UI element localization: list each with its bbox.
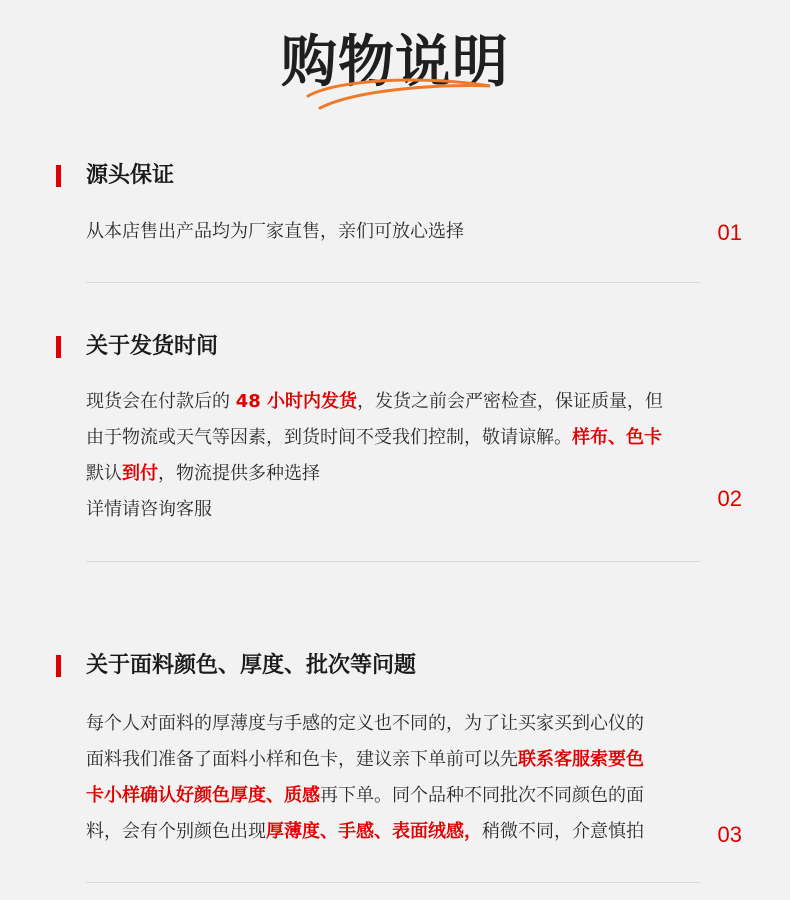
body-line: [86, 214, 706, 250]
section-divider: [86, 882, 700, 883]
section-heading: 关于发货时间: [86, 334, 219, 359]
body-text: 每个人对面料的厚薄度与手感的定义也不同的，为了让买家买到心仪的: [86, 713, 644, 734]
section-number: 01: [717, 220, 742, 245]
body-line: [86, 742, 706, 778]
body-text: 面料我们准备了面料小样和色卡，建议亲下单前可以先: [86, 749, 518, 770]
body-text: 料，会有个别颜色出现: [86, 821, 266, 842]
highlight-text: 48 小时内发货: [235, 391, 358, 412]
body-line: [86, 706, 706, 742]
section-heading: 源头保证: [86, 163, 175, 188]
body-line: [86, 778, 706, 814]
body-line: [86, 814, 706, 850]
page-header: [0, 18, 790, 108]
highlight-text: 厚薄度、手感、表面绒感，: [266, 821, 482, 842]
body-text: 默认: [86, 463, 122, 484]
body-line: [86, 420, 706, 456]
section-number: 02: [717, 486, 742, 511]
body-text: ，物流提供多种选择: [158, 463, 320, 484]
body-text: 再下单。同个品种不同批次不同颜色的面: [320, 785, 644, 806]
body-text: 详情请咨询客服: [86, 499, 212, 520]
section-divider: [86, 282, 700, 283]
section-body: [86, 214, 706, 250]
section-body: [86, 706, 706, 850]
highlight-text: 样布、色卡: [572, 427, 662, 448]
title-underline-swoosh: [300, 74, 500, 114]
section-divider: [86, 561, 700, 562]
body-line: [86, 492, 706, 528]
section-marker-bar: [56, 165, 61, 187]
section-marker-bar: [56, 655, 61, 677]
body-line: [86, 456, 706, 492]
body-text: ，发货之前会严密检查，保证质量，但: [357, 391, 664, 412]
highlight-text: 联系客服索要色: [518, 749, 644, 770]
section-body: [86, 384, 706, 528]
body-text: 从本店售出产品均为厂家直售，亲们可放心选择: [86, 221, 464, 242]
page-title: 购物说明: [281, 30, 509, 95]
body-text: 现货会在付款后的: [86, 391, 236, 412]
body-line: [86, 384, 706, 420]
body-text: 由于物流或天气等因素，到货时间不受我们控制，敬请谅解。: [86, 427, 572, 448]
highlight-text: 卡小样确认好颜色厚度、质感: [86, 785, 320, 806]
highlight-text: 到付: [122, 463, 158, 484]
section-heading: 关于面料颜色、厚度、批次等问题: [86, 653, 417, 678]
section-marker-bar: [56, 336, 61, 358]
body-text: 稍微不同，介意慎拍: [482, 821, 644, 842]
section-number: 03: [717, 822, 742, 847]
